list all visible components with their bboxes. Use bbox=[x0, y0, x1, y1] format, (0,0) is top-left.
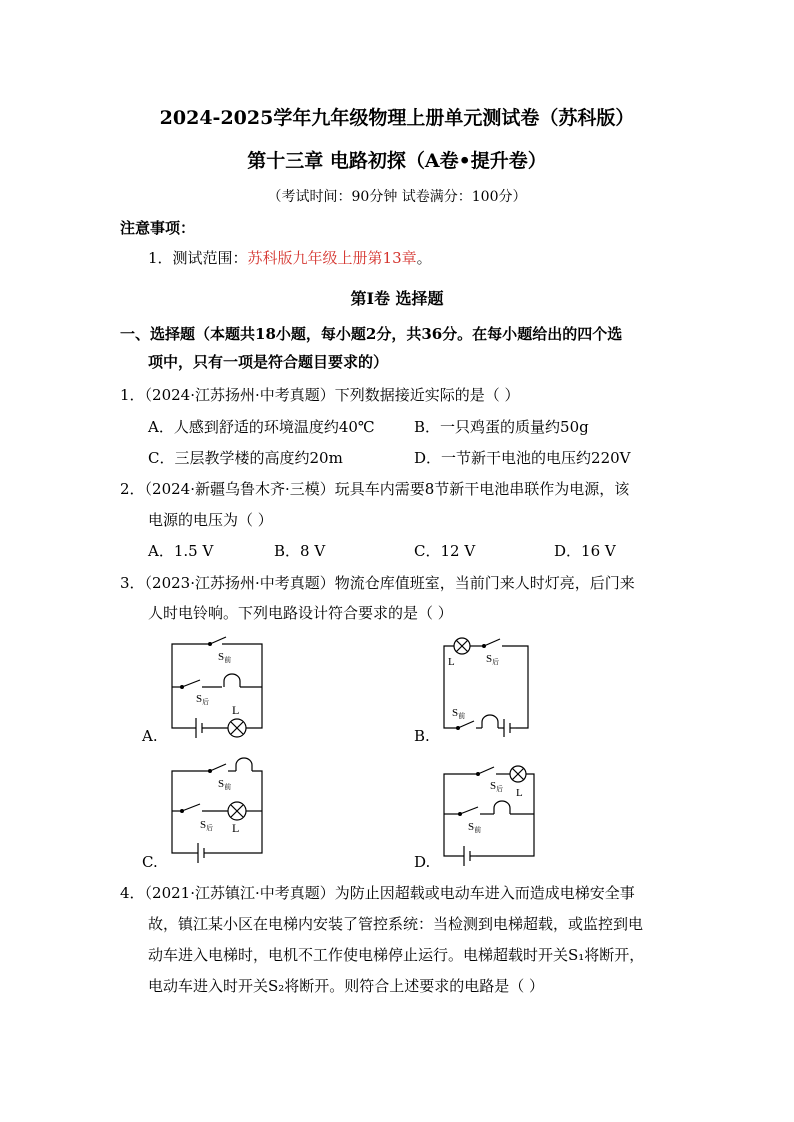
q3-label-d: D. bbox=[414, 853, 431, 871]
q4-stem-line1: 4．（2021·江苏镇江·中考真题）为防止因超载或电动车进入而造成电梯安全事 bbox=[120, 884, 635, 902]
q1-stem: 1．（2024·江苏扬州·中考真题）下列数据接近实际的是（ ） bbox=[120, 386, 520, 404]
q1-option-b: B．一只鸡蛋的质量约50g bbox=[414, 418, 589, 436]
q4-stem-line2: 故，镇江某小区在电梯内安装了管控系统：当检测到电梯超载，或监控到电 bbox=[148, 915, 644, 933]
lamp-label-d: L bbox=[516, 787, 523, 799]
circuit-diagram-d bbox=[430, 758, 550, 868]
q3-label-a: A. bbox=[142, 727, 158, 745]
q4-stem-line4: 电动车进入时开关S₂将断开。则符合上述要求的电路是（ ） bbox=[148, 977, 545, 995]
q4-stem-line3: 动车进入电梯时，电机不工作使电梯停止运行。电梯超载时开关S₁将断开， bbox=[148, 946, 645, 964]
notice-scope: 苏科版九年级上册第13章 bbox=[247, 249, 417, 267]
q3-stem-line2: 人时电铃响。下列电路设计符合要求的是（ ） bbox=[148, 604, 453, 622]
q3-label-c: C. bbox=[142, 853, 158, 871]
lamp-label-a: L bbox=[232, 703, 240, 717]
q2-option-d: D．16 V bbox=[554, 542, 616, 560]
switch-label-back-b: S后 bbox=[486, 653, 500, 666]
part1-heading-line1: 一、选择题（本题共18小题，每小题2分，共36分。在每小题给出的四个选 bbox=[120, 325, 623, 343]
q2-option-c: C．12 V bbox=[414, 542, 476, 560]
notice-heading: 注意事项： bbox=[120, 219, 196, 237]
circuit-diagram-a bbox=[160, 630, 280, 740]
circuit-diagram-c bbox=[160, 755, 280, 865]
q1-option-a: A．人感到舒适的环境温度约40℃ bbox=[148, 418, 375, 436]
document-title: 2024-2025学年九年级物理上册单元测试卷（苏科版） bbox=[159, 107, 635, 129]
part1-heading-line2: 项中，只有一项是符合题目要求的） bbox=[148, 353, 389, 371]
notice-item1-suffix: 。 bbox=[416, 249, 432, 267]
switch-label-front-d: S前 bbox=[468, 821, 482, 834]
q3-label-b: B. bbox=[414, 727, 430, 745]
switch-label-front-a: S前 bbox=[218, 651, 232, 664]
section-title: 第Ⅰ卷 选择题 bbox=[350, 289, 444, 308]
q2-stem-line2: 电源的电压为（ ） bbox=[148, 511, 273, 529]
switch-label-front-b: S前 bbox=[452, 707, 466, 720]
switch-label-back-a: S后 bbox=[196, 693, 210, 706]
exam-info: （考试时间：90分钟 试卷满分：100分） bbox=[267, 189, 527, 205]
q2-stem-line1: 2．（2024·新疆乌鲁木齐·三模）玩具车内需要8节新干电池串联作为电源，该 bbox=[120, 480, 630, 498]
chapter-subtitle: 第十三章 电路初探（A卷•提升卷） bbox=[247, 150, 547, 172]
switch-label-front-c: S前 bbox=[218, 778, 232, 791]
switch-label-back-c: S后 bbox=[200, 819, 214, 832]
q2-option-b: B．8 V bbox=[274, 542, 326, 560]
lamp-label-c: L bbox=[232, 821, 240, 835]
switch-label-back-d: S后 bbox=[490, 780, 504, 793]
notice-item-1 bbox=[148, 247, 432, 268]
circuit-diagram-b bbox=[430, 632, 540, 742]
lamp-label-b: L bbox=[448, 656, 455, 668]
q2-option-a: A．1.5 V bbox=[148, 542, 214, 560]
notice-item1-prefix: 1．测试范围： bbox=[148, 249, 248, 267]
q1-option-d: D．一节新干电池的电压约220V bbox=[414, 449, 631, 467]
q1-option-c: C．三层教学楼的高度约20m bbox=[148, 449, 343, 467]
q3-stem-line1: 3．（2023·江苏扬州·中考真题）物流仓库值班室，当前门来人时灯亮，后门来 bbox=[120, 574, 635, 592]
